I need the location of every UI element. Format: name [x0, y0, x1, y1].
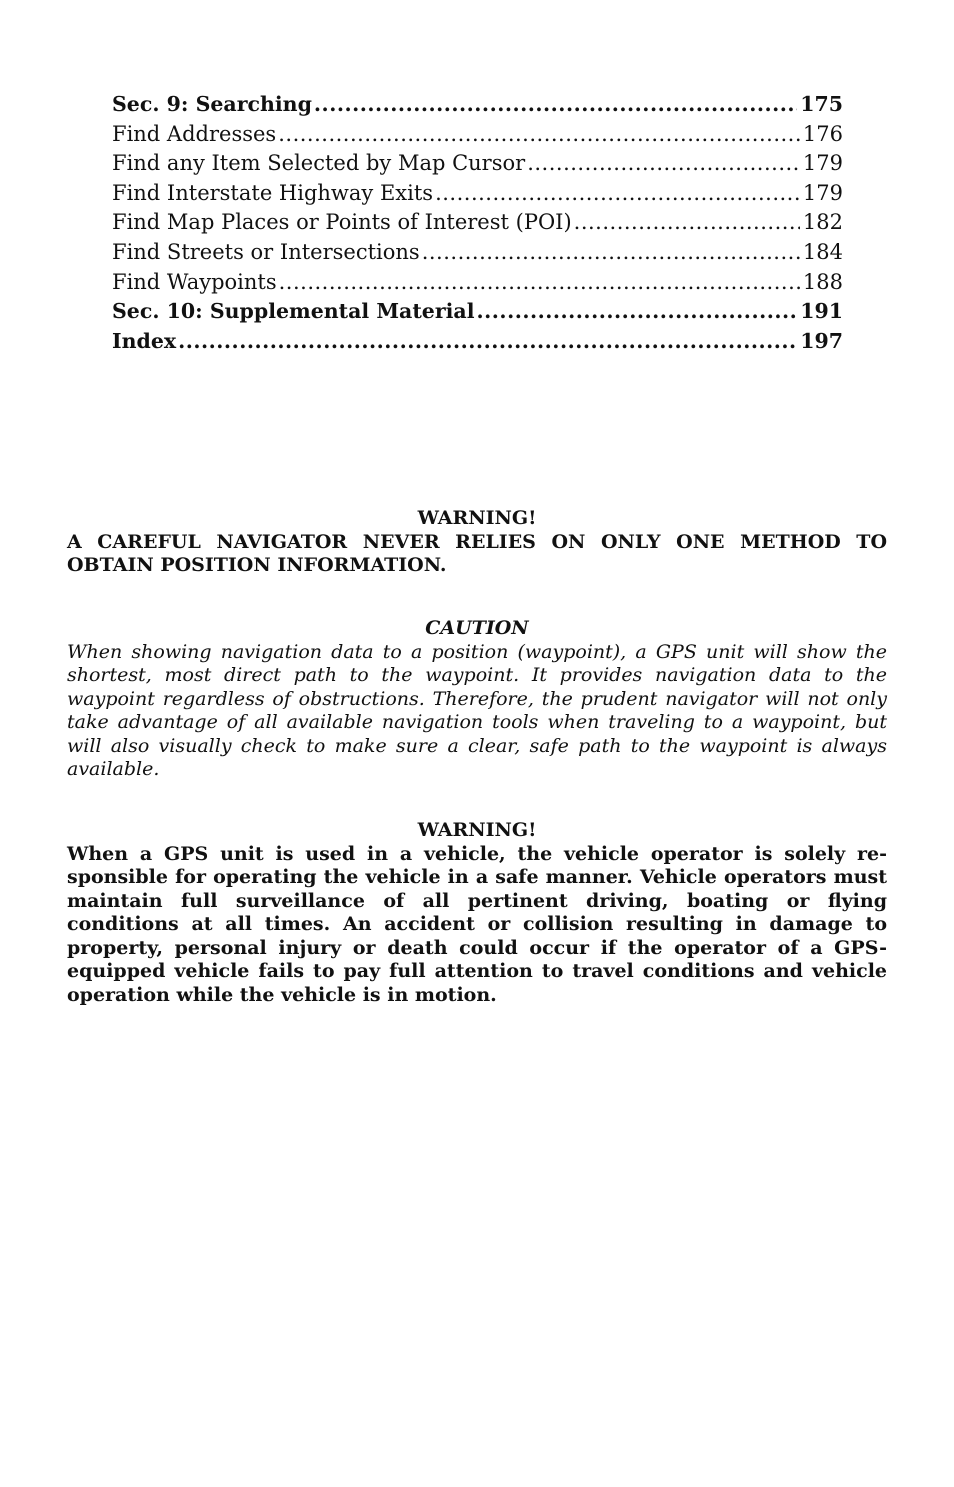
toc-entry-label: Find Map Places or Points of Interest (POI)	[112, 210, 572, 235]
warning-heading: WARNING!	[417, 507, 537, 529]
toc-entry-label: Find Addresses	[112, 121, 277, 146]
caution-body: When showing navigation data to a position (waypoint), a GPS unit will show the shortest, most direct path to the waypoint. It provides navigation data to the waypoint regardless of obstructions. Therefore, the prudent navigator will not only take advantage of all available navigation tools when traveling to a waypoint, but will also visually check to make sure a clear, safe path to the waypoint is always available.	[67, 640, 887, 780]
toc-entry-label: Find Streets or Intersections	[112, 239, 420, 264]
toc-entry-page: 175	[800, 92, 843, 116]
toc-entry-page: 182	[802, 210, 843, 235]
caution-heading: CAUTION	[425, 617, 529, 639]
toc-entry-find-map-cursor[interactable]	[112, 149, 843, 179]
toc-entry-page: 176	[802, 121, 843, 146]
toc-leader-dots	[527, 149, 800, 179]
toc-leader-dots	[278, 120, 800, 150]
vehicle-warning	[67, 819, 887, 1007]
warning-body: When a GPS unit is used in a vehicle, the vehicle operator is solely responsible for operating the vehicle in a safe manner. Vehicle operators must maintain full surveillance of all pertinent driving, boating or flying conditions at all times. An accident or collision resulting in damage to property, personal injury or death could occur if the operator of a GPS-equipped vehicle fails to pay full attention to travel conditions and vehicle operation while the vehicle is in motion.	[67, 842, 887, 1006]
navigation-warning	[67, 507, 887, 578]
toc-leader-dots	[314, 90, 797, 120]
toc-leader-dots	[279, 268, 800, 298]
toc-entry-sec9[interactable]	[112, 90, 843, 120]
toc-entry-find-addresses[interactable]	[112, 120, 843, 150]
toc-entry-find-poi[interactable]	[112, 208, 843, 238]
toc-entry-page: 188	[802, 269, 843, 294]
toc-entry-find-streets[interactable]	[112, 238, 843, 268]
toc-entry-label: Find Interstate Highway Exits	[112, 180, 434, 205]
toc-entry-page: 197	[800, 328, 843, 353]
toc-entry-index[interactable]	[112, 327, 843, 357]
toc-leader-dots	[435, 179, 800, 209]
toc-entry-label: Index	[112, 328, 177, 353]
toc-leader-dots	[574, 208, 800, 238]
toc-entry-label: Sec. 9: Searching	[112, 92, 312, 116]
caution-notice	[67, 617, 887, 782]
toc-entry-label: Sec. 10: Supplemental Material	[112, 299, 475, 324]
table-of-contents	[112, 90, 843, 356]
toc-entry-sec10[interactable]	[112, 297, 843, 327]
toc-entry-page: 184	[802, 239, 843, 264]
toc-entry-page: 191	[800, 299, 843, 324]
toc-entry-find-highway-exits[interactable]	[112, 179, 843, 209]
toc-leader-dots	[477, 297, 798, 327]
warning-body: A CAREFUL NAVIGATOR NEVER RELIES ON ONLY ONE METHOD TO OBTAIN POSITION INFORMATION.	[67, 530, 887, 576]
toc-entry-page: 179	[802, 180, 843, 205]
toc-entry-page: 179	[802, 151, 843, 176]
warning-heading: WARNING!	[417, 819, 537, 841]
toc-leader-dots	[422, 238, 800, 268]
toc-leader-dots	[178, 327, 797, 357]
toc-entry-find-waypoints[interactable]	[112, 268, 843, 298]
toc-entry-label: Find Waypoints	[112, 269, 277, 294]
toc-entry-label: Find any Item Selected by Map Cursor	[112, 151, 526, 176]
